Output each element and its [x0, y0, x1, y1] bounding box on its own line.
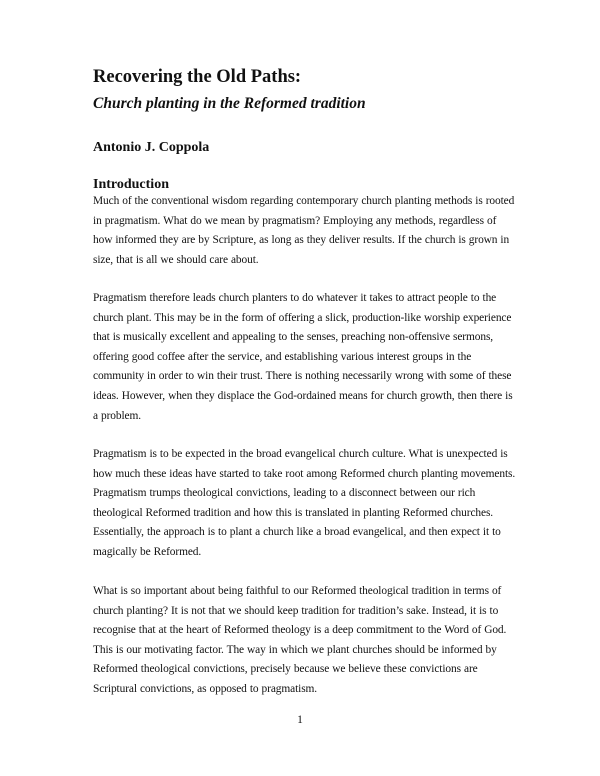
text-line: Pragmatism trumps theological convictions, leading to a disconnect between our rich — [93, 487, 476, 500]
author-name: Antonio J. Coppola — [93, 140, 210, 155]
text-line: offering good coffee after the service, and establishing various interest groups in the — [93, 350, 472, 363]
text-line: Much of the conventional wisdom regarding contemporary church planting methods is rooted — [93, 195, 515, 207]
text-line: What is so important about being faithful to our Reformed theological tradition in terms of — [93, 585, 502, 597]
text-line: size, that is all we should care about. — [93, 253, 259, 266]
text-line: recognise that at the heart of Reformed theology is a deep commitment to the Word of God. — [93, 624, 507, 637]
text-line: This is our motivating factor. The way in which we plant churches should be informed by — [93, 643, 497, 656]
text-line: magically be Reformed. — [93, 545, 202, 558]
text-line: ideas. However, when they displace the God-ordained means for church growth, then there is — [93, 389, 513, 402]
paragraph-2 — [93, 289, 513, 426]
text-line: church plant. This may be in the form of offering a slick, production-like worship experience — [93, 311, 512, 324]
document-title: Recovering the Old Paths: — [93, 67, 302, 87]
paragraph-4 — [93, 582, 509, 700]
text-line: Pragmatism therefore leads church planters to do whatever it takes to attract people to the — [93, 292, 497, 304]
text-line: theological Reformed tradition and how this is translated in planting Reformed churches. — [93, 506, 494, 519]
text-line: church planting? It is not that we should keep tradition for tradition’s sake. Instead, it is to — [93, 604, 499, 617]
text-line: Essentially, the approach is to plant a church like a broad evangelical, and then expect it to — [93, 526, 501, 539]
paragraph-3 — [93, 445, 516, 563]
text-line: a problem. — [93, 409, 142, 422]
text-line: how informed they are by Scripture, as long as they deliver results. If the church is grown in — [93, 234, 510, 247]
document-subtitle: Church planting in the Reformed tradition — [93, 95, 366, 112]
text-line: in pragmatism. What do we mean by pragmatism? Employing any methods, regardless of — [93, 214, 497, 227]
text-line: Pragmatism is to be expected in the broad evangelical church culture. What is unexpected is — [93, 448, 508, 460]
text-line: Scriptural convictions, as opposed to pragmatism. — [93, 682, 318, 695]
text-line: how much these ideas have started to take root among Reformed church planting movements. — [93, 467, 516, 480]
text-line: Reformed theological convictions, precisely because we believe these convictions are — [93, 663, 478, 676]
text-line: that is musically excellent and appealing to the senses, preaching non-offensive sermons, — [93, 331, 494, 344]
paragraph-1 — [93, 192, 515, 270]
text-line: community in order to win their trust. There is nothing necessarily wrong with some of these — [93, 370, 512, 383]
page-number: 1 — [297, 714, 303, 726]
section-heading: Introduction — [93, 177, 169, 192]
